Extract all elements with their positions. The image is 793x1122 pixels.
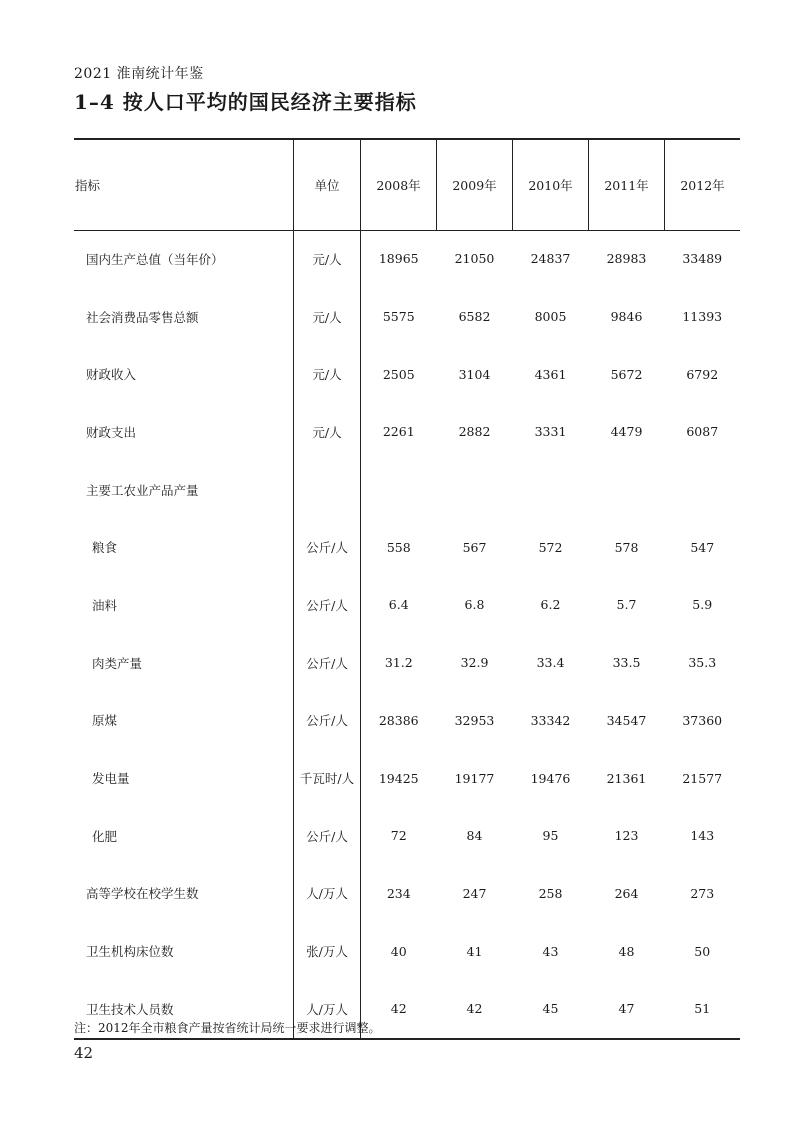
row-indicator-name: 社会消费品零售总额 — [86, 309, 199, 325]
row-value-2009年: 567 — [462, 539, 487, 555]
row-unit: 千瓦时/人 — [294, 749, 361, 807]
row-value-2009年 — [437, 461, 513, 519]
row-value-2009年: 19177 — [454, 770, 495, 786]
row-value-2010年: 3331 — [534, 424, 567, 440]
table-row — [74, 807, 740, 865]
row-value-2008年: 42 — [361, 980, 437, 1039]
row-value-2011年: 578 — [614, 539, 639, 555]
row-value-2009年: 42 — [437, 980, 513, 1039]
column-header-2011: 2011年 — [589, 139, 665, 231]
row-value-2012年: 5.9 — [692, 597, 713, 613]
row-value-2008年 — [361, 461, 437, 519]
row-value-2012年: 21577 — [682, 770, 723, 786]
row-value-2009年: 3104 — [458, 366, 491, 382]
row-value-2012年: 6792 — [686, 366, 719, 382]
row-value-2012年 — [665, 461, 741, 519]
row-value-2010年 — [513, 461, 589, 519]
row-unit: 公斤/人 — [294, 634, 361, 692]
row-unit: 人/万人 — [294, 865, 361, 923]
row-value-2011年: 33.5 — [612, 655, 641, 671]
row-value-2008年: 18965 — [378, 251, 419, 267]
row-value-2008年: 28386 — [378, 712, 419, 728]
row-value-2012年: 6087 — [686, 424, 719, 440]
row-value-2009年: 32.9 — [460, 655, 489, 671]
row-unit: 元/人 — [294, 403, 361, 461]
row-value-2010年: 33342 — [530, 712, 571, 728]
row-value-2008年: 40 — [390, 943, 407, 959]
table-row — [74, 634, 740, 692]
table-row — [74, 461, 740, 519]
row-value-2010年: 95 — [542, 828, 559, 844]
row-value-2011年: 123 — [614, 828, 639, 844]
column-header-2008: 2008年 — [361, 139, 437, 231]
row-value-2011年: 47 — [589, 980, 665, 1039]
row-value-2012年: 37360 — [682, 712, 723, 728]
row-value-2009年: 2882 — [458, 424, 491, 440]
row-value-2009年: 247 — [462, 885, 487, 901]
row-unit: 元/人 — [294, 231, 361, 288]
row-value-2010年: 45 — [513, 980, 589, 1039]
table-row — [74, 518, 740, 576]
row-value-2011年: 48 — [618, 943, 635, 959]
table-row — [74, 403, 740, 461]
row-value-2008年: 19425 — [378, 770, 419, 786]
column-header-unit: 单位 — [294, 139, 361, 231]
row-value-2008年: 6.4 — [388, 597, 409, 613]
row-indicator-name: 发电量 — [92, 771, 130, 787]
row-indicator-name: 原煤 — [92, 713, 118, 729]
row-indicator-name: 油料 — [92, 597, 118, 613]
row-value-2008年: 2505 — [382, 366, 415, 382]
row-unit: 公斤/人 — [294, 692, 361, 750]
row-value-2009年: 84 — [466, 828, 483, 844]
row-value-2010年: 8005 — [534, 309, 567, 325]
row-value-2012年: 273 — [690, 885, 715, 901]
row-unit: 元/人 — [294, 288, 361, 346]
page-number: 42 — [74, 1044, 94, 1062]
row-value-2010年: 19476 — [530, 770, 571, 786]
row-value-2012年: 50 — [694, 943, 711, 959]
table-row — [74, 749, 740, 807]
row-indicator-name: 粮食 — [92, 540, 118, 556]
row-indicator-name: 财政支出 — [86, 424, 137, 440]
row-value-2011年: 5.7 — [616, 597, 637, 613]
row-value-2010年: 24837 — [530, 251, 571, 267]
row-value-2012年: 33489 — [682, 251, 723, 267]
row-unit: 公斤/人 — [294, 807, 361, 865]
row-unit: 人/万人 — [294, 980, 361, 1039]
row-indicator-name: 国内生产总值（当年价） — [86, 251, 224, 267]
row-indicator-name: 卫生技术人员数 — [74, 980, 294, 1039]
row-value-2010年: 258 — [538, 885, 563, 901]
column-header-2010: 2010年 — [513, 139, 589, 231]
column-header-2012: 2012年 — [665, 139, 741, 231]
row-value-2011年: 21361 — [606, 770, 647, 786]
row-unit — [294, 461, 361, 519]
row-indicator-name: 肉类产量 — [92, 655, 143, 671]
row-value-2009年: 6582 — [458, 309, 491, 325]
row-indicator-name: 财政收入 — [86, 367, 137, 383]
row-value-2010年: 6.2 — [540, 597, 561, 613]
row-value-2010年: 43 — [542, 943, 559, 959]
row-value-2008年: 234 — [386, 885, 411, 901]
row-value-2011年 — [589, 461, 665, 519]
footnote: 注：2012年全市粮食产量按省统计局统一要求进行调整。 — [74, 1021, 381, 1035]
row-unit: 公斤/人 — [294, 518, 361, 576]
row-value-2008年: 31.2 — [384, 655, 413, 671]
row-value-2008年: 2261 — [382, 424, 415, 440]
indicator-table-container — [74, 138, 725, 1040]
row-value-2011年: 5672 — [610, 366, 643, 382]
row-value-2009年: 32953 — [454, 712, 495, 728]
row-indicator-name: 高等学校在校学生数 — [86, 886, 199, 902]
table-row — [74, 922, 740, 980]
row-unit: 张/万人 — [294, 922, 361, 980]
table-body — [74, 231, 740, 1039]
row-indicator-name: 化肥 — [92, 828, 118, 844]
column-header-2009: 2009年 — [437, 139, 513, 231]
row-value-2011年: 4479 — [610, 424, 643, 440]
row-value-2010年: 572 — [538, 539, 563, 555]
row-value-2009年: 21050 — [454, 251, 495, 267]
yearbook-title: 2021 淮南统计年鉴 — [74, 66, 204, 82]
row-value-2012年: 35.3 — [688, 655, 717, 671]
row-value-2008年: 558 — [386, 539, 411, 555]
row-value-2011年: 9846 — [610, 309, 643, 325]
table-row — [74, 692, 740, 750]
row-value-2009年: 41 — [466, 943, 483, 959]
table-header-row — [74, 139, 740, 231]
row-value-2008年: 5575 — [382, 309, 415, 325]
table-row — [74, 345, 740, 403]
row-value-2011年: 34547 — [606, 712, 647, 728]
indicator-table — [74, 138, 740, 1040]
table-row — [74, 576, 740, 634]
row-value-2008年: 72 — [390, 828, 407, 844]
row-value-2011年: 28983 — [606, 251, 647, 267]
table-row — [74, 288, 740, 346]
row-value-2012年: 143 — [690, 828, 715, 844]
row-value-2009年: 6.8 — [464, 597, 485, 613]
row-value-2011年: 264 — [614, 885, 639, 901]
row-value-2010年: 4361 — [534, 366, 567, 382]
row-indicator-name: 卫生机构床位数 — [86, 944, 174, 960]
row-unit: 元/人 — [294, 345, 361, 403]
row-indicator-name: 主要工农业产品产量 — [86, 482, 199, 498]
row-value-2012年: 51 — [665, 980, 741, 1039]
table-row — [74, 231, 740, 288]
row-value-2010年: 33.4 — [536, 655, 565, 671]
column-header-indicator: 指标 — [74, 139, 294, 231]
row-value-2012年: 547 — [690, 539, 715, 555]
row-unit: 公斤/人 — [294, 576, 361, 634]
table-row — [74, 865, 740, 923]
row-value-2012年: 11393 — [682, 309, 723, 325]
table-title: 1–4 按人口平均的国民经济主要指标 — [74, 90, 417, 114]
